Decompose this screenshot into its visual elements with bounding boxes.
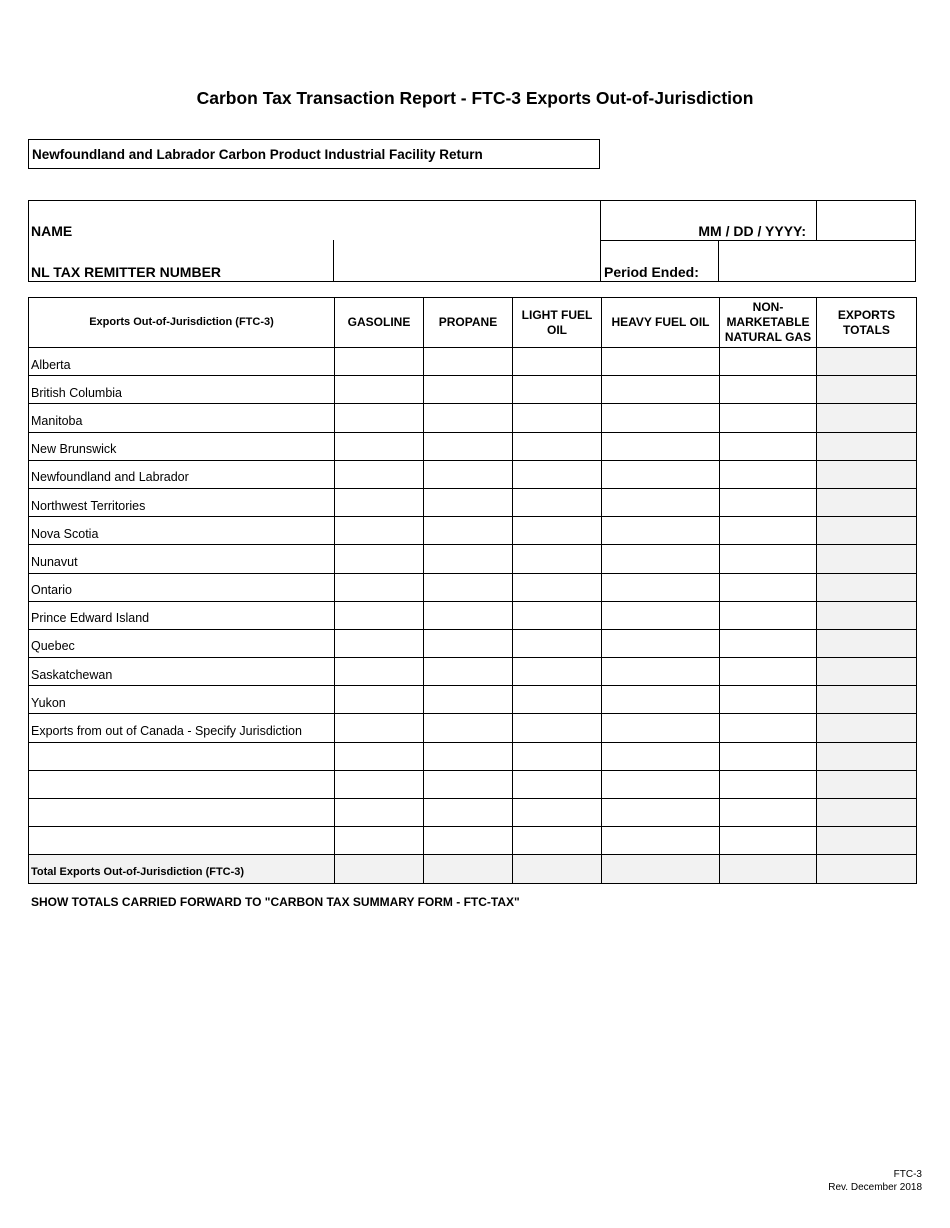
- column-header-natural-gas: NON-MARKETABLE NATURAL GAS: [720, 298, 817, 348]
- quantity-input-cell[interactable]: [424, 601, 513, 629]
- quantity-input-cell[interactable]: [602, 629, 720, 657]
- table-row: [29, 742, 917, 770]
- quantity-input-cell[interactable]: [602, 714, 720, 742]
- quantity-input-cell[interactable]: [720, 799, 817, 827]
- quantity-input-cell[interactable]: [602, 488, 720, 516]
- table-row: [29, 799, 917, 827]
- quantity-input-cell[interactable]: [335, 488, 424, 516]
- table-row: [29, 432, 917, 460]
- period-ended-label: Period Ended:: [604, 264, 699, 280]
- table-row: [29, 460, 917, 488]
- quantity-input-cell[interactable]: [513, 855, 602, 883]
- quantity-input-cell[interactable]: [335, 601, 424, 629]
- quantity-input-cell[interactable]: [602, 432, 720, 460]
- column-header-jurisdiction: Exports Out-of-Jurisdiction (FTC-3): [29, 298, 335, 348]
- quantity-input-cell[interactable]: [720, 404, 817, 432]
- quantity-input-cell[interactable]: [602, 348, 720, 376]
- quantity-input-cell[interactable]: [424, 714, 513, 742]
- quantity-input-cell[interactable]: [424, 855, 513, 883]
- quantity-input-cell[interactable]: [720, 855, 817, 883]
- quantity-input-cell[interactable]: [335, 799, 424, 827]
- quantity-input-cell[interactable]: [424, 432, 513, 460]
- quantity-input-cell[interactable]: [720, 460, 817, 488]
- quantity-input-cell[interactable]: [335, 517, 424, 545]
- quantity-input-cell[interactable]: [424, 404, 513, 432]
- quantity-input-cell[interactable]: [335, 742, 424, 770]
- table-row: [29, 517, 917, 545]
- quantity-input-cell[interactable]: [424, 545, 513, 573]
- quantity-input-cell[interactable]: [424, 686, 513, 714]
- quantity-input-cell[interactable]: [513, 686, 602, 714]
- exports-total-cell: [817, 573, 917, 601]
- quantity-input-cell[interactable]: [513, 488, 602, 516]
- total-row: [29, 855, 917, 883]
- exports-total-cell: [817, 658, 917, 686]
- quantity-input-cell[interactable]: [335, 827, 424, 855]
- jurisdiction-cell[interactable]: [29, 742, 335, 770]
- quantity-input-cell[interactable]: [720, 601, 817, 629]
- quantity-input-cell[interactable]: [424, 460, 513, 488]
- jurisdiction-cell[interactable]: Yukon: [29, 686, 335, 714]
- table-row: [29, 545, 917, 573]
- quantity-input-cell[interactable]: [513, 573, 602, 601]
- jurisdiction-cell[interactable]: Quebec: [29, 629, 335, 657]
- identification-header: [28, 200, 916, 282]
- quantity-input-cell[interactable]: [335, 460, 424, 488]
- jurisdiction-cell[interactable]: [29, 827, 335, 855]
- jurisdiction-cell[interactable]: [29, 770, 335, 798]
- quantity-input-cell[interactable]: [424, 517, 513, 545]
- quantity-input-cell[interactable]: [602, 573, 720, 601]
- column-header-exports-totals: EXPORTS TOTALS: [817, 298, 917, 348]
- quantity-input-cell[interactable]: [602, 517, 720, 545]
- quantity-input-cell[interactable]: [720, 545, 817, 573]
- quantity-input-cell[interactable]: [424, 799, 513, 827]
- quantity-input-cell[interactable]: [602, 601, 720, 629]
- quantity-input-cell[interactable]: [513, 799, 602, 827]
- quantity-input-cell[interactable]: [335, 855, 424, 883]
- jurisdiction-cell[interactable]: Northwest Territories: [29, 488, 335, 516]
- exports-total-cell: [817, 517, 917, 545]
- quantity-input-cell[interactable]: [513, 770, 602, 798]
- column-header-propane: PROPANE: [424, 298, 513, 348]
- name-field[interactable]: [128, 204, 588, 238]
- quantity-input-cell[interactable]: [602, 545, 720, 573]
- quantity-input-cell[interactable]: [602, 404, 720, 432]
- table-row: [29, 376, 917, 404]
- quantity-input-cell[interactable]: [513, 714, 602, 742]
- quantity-input-cell[interactable]: [720, 827, 817, 855]
- jurisdiction-cell[interactable]: British Columbia: [29, 376, 335, 404]
- table-row: [29, 658, 917, 686]
- quantity-input-cell[interactable]: [424, 742, 513, 770]
- date-label: MM / DD / YYYY:: [698, 223, 806, 239]
- quantity-input-cell[interactable]: [513, 432, 602, 460]
- quantity-input-cell[interactable]: [513, 348, 602, 376]
- jurisdiction-cell[interactable]: Prince Edward Island: [29, 601, 335, 629]
- jurisdiction-cell[interactable]: Alberta: [29, 348, 335, 376]
- table-row: [29, 573, 917, 601]
- quantity-input-cell[interactable]: [335, 404, 424, 432]
- quantity-input-cell[interactable]: [513, 827, 602, 855]
- quantity-input-cell[interactable]: [335, 714, 424, 742]
- quantity-input-cell[interactable]: [513, 629, 602, 657]
- column-header-heavy-fuel-oil: HEAVY FUEL OIL: [602, 298, 720, 348]
- quantity-input-cell[interactable]: [335, 348, 424, 376]
- jurisdiction-cell[interactable]: Manitoba: [29, 404, 335, 432]
- quantity-input-cell[interactable]: [335, 545, 424, 573]
- quantity-input-cell[interactable]: [602, 658, 720, 686]
- quantity-input-cell[interactable]: [335, 770, 424, 798]
- quantity-input-cell[interactable]: [720, 517, 817, 545]
- quantity-input-cell[interactable]: [602, 770, 720, 798]
- quantity-input-cell[interactable]: [720, 376, 817, 404]
- remitter-number-field[interactable]: [335, 242, 598, 280]
- quantity-input-cell[interactable]: [720, 742, 817, 770]
- quantity-input-cell[interactable]: [720, 573, 817, 601]
- quantity-input-cell[interactable]: [335, 629, 424, 657]
- quantity-input-cell[interactable]: [513, 742, 602, 770]
- exports-total-cell: [817, 799, 917, 827]
- quantity-input-cell[interactable]: [720, 629, 817, 657]
- quantity-input-cell[interactable]: [513, 460, 602, 488]
- table-row: [29, 827, 917, 855]
- exports-total-cell: [817, 855, 917, 883]
- quantity-input-cell[interactable]: [335, 573, 424, 601]
- quantity-input-cell[interactable]: [424, 827, 513, 855]
- table-row: [29, 629, 917, 657]
- period-ended-field[interactable]: [720, 242, 914, 280]
- exports-total-cell: [817, 545, 917, 573]
- quantity-input-cell[interactable]: [424, 348, 513, 376]
- quantity-input-cell[interactable]: [602, 376, 720, 404]
- exports-total-cell: [817, 488, 917, 516]
- form-code: FTC-3: [893, 1169, 922, 1180]
- quantity-input-cell[interactable]: [424, 488, 513, 516]
- quantity-input-cell[interactable]: [424, 573, 513, 601]
- quantity-input-cell[interactable]: [720, 686, 817, 714]
- exports-total-cell: [817, 376, 917, 404]
- table-row: [29, 770, 917, 798]
- quantity-input-cell[interactable]: [513, 545, 602, 573]
- remitter-number-label: NL TAX REMITTER NUMBER: [31, 264, 222, 280]
- quantity-input-cell[interactable]: [602, 460, 720, 488]
- jurisdiction-cell[interactable]: Newfoundland and Labrador: [29, 460, 335, 488]
- table-row: [29, 404, 917, 432]
- quantity-input-cell[interactable]: [602, 827, 720, 855]
- jurisdiction-cell[interactable]: Exports from out of Canada - Specify Jurisdiction: [29, 714, 335, 742]
- jurisdiction-cell[interactable]: Nunavut: [29, 545, 335, 573]
- table-row: [29, 714, 917, 742]
- column-header-gasoline: GASOLINE: [335, 298, 424, 348]
- table-row: [29, 601, 917, 629]
- quantity-input-cell[interactable]: [720, 658, 817, 686]
- jurisdiction-cell[interactable]: Ontario: [29, 573, 335, 601]
- quantity-input-cell[interactable]: [424, 658, 513, 686]
- exports-table: [28, 297, 917, 884]
- quantity-input-cell[interactable]: [720, 348, 817, 376]
- exports-total-cell: [817, 460, 917, 488]
- exports-total-cell: [817, 827, 917, 855]
- carry-forward-note: SHOW TOTALS CARRIED FORWARD TO "CARBON TAX SUMMARY FORM - FTC-TAX": [31, 895, 520, 909]
- exports-total-cell: [817, 404, 917, 432]
- quantity-input-cell[interactable]: [720, 432, 817, 460]
- quantity-input-cell[interactable]: [424, 770, 513, 798]
- quantity-input-cell[interactable]: [602, 799, 720, 827]
- quantity-input-cell[interactable]: [602, 855, 720, 883]
- column-header-light-fuel-oil: LIGHT FUEL OIL: [513, 298, 602, 348]
- exports-total-cell: [817, 629, 917, 657]
- exports-total-cell: [817, 348, 917, 376]
- revision-date: Rev. December 2018: [828, 1182, 922, 1193]
- quantity-input-cell[interactable]: [513, 601, 602, 629]
- table-row: [29, 686, 917, 714]
- date-field[interactable]: [818, 202, 914, 239]
- form-subtitle: Newfoundland and Labrador Carbon Product Industrial Facility Return: [28, 139, 600, 169]
- table-row: [29, 348, 917, 376]
- quantity-input-cell[interactable]: [720, 714, 817, 742]
- quantity-input-cell[interactable]: [335, 658, 424, 686]
- quantity-input-cell[interactable]: [424, 629, 513, 657]
- exports-total-cell: [817, 714, 917, 742]
- name-label: NAME: [31, 223, 73, 239]
- page-title: Carbon Tax Transaction Report - FTC-3 Exports Out-of-Jurisdiction: [196, 88, 754, 108]
- jurisdiction-cell[interactable]: New Brunswick: [29, 432, 335, 460]
- quantity-input-cell[interactable]: [335, 686, 424, 714]
- total-label: Total Exports Out-of-Jurisdiction (FTC-3): [29, 855, 335, 883]
- form-revision: [828, 1168, 922, 1194]
- quantity-input-cell[interactable]: [335, 376, 424, 404]
- exports-total-cell: [817, 770, 917, 798]
- jurisdiction-cell[interactable]: Saskatchewan: [29, 658, 335, 686]
- quantity-input-cell[interactable]: [720, 488, 817, 516]
- quantity-input-cell[interactable]: [513, 404, 602, 432]
- quantity-input-cell[interactable]: [424, 376, 513, 404]
- quantity-input-cell[interactable]: [513, 376, 602, 404]
- exports-total-cell: [817, 686, 917, 714]
- quantity-input-cell[interactable]: [335, 432, 424, 460]
- exports-total-cell: [817, 432, 917, 460]
- jurisdiction-cell[interactable]: [29, 799, 335, 827]
- quantity-input-cell[interactable]: [720, 770, 817, 798]
- quantity-input-cell[interactable]: [602, 742, 720, 770]
- table-row: [29, 488, 917, 516]
- quantity-input-cell[interactable]: [602, 686, 720, 714]
- jurisdiction-cell[interactable]: Nova Scotia: [29, 517, 335, 545]
- exports-total-cell: [817, 601, 917, 629]
- exports-total-cell: [817, 742, 917, 770]
- quantity-input-cell[interactable]: [513, 658, 602, 686]
- quantity-input-cell[interactable]: [513, 517, 602, 545]
